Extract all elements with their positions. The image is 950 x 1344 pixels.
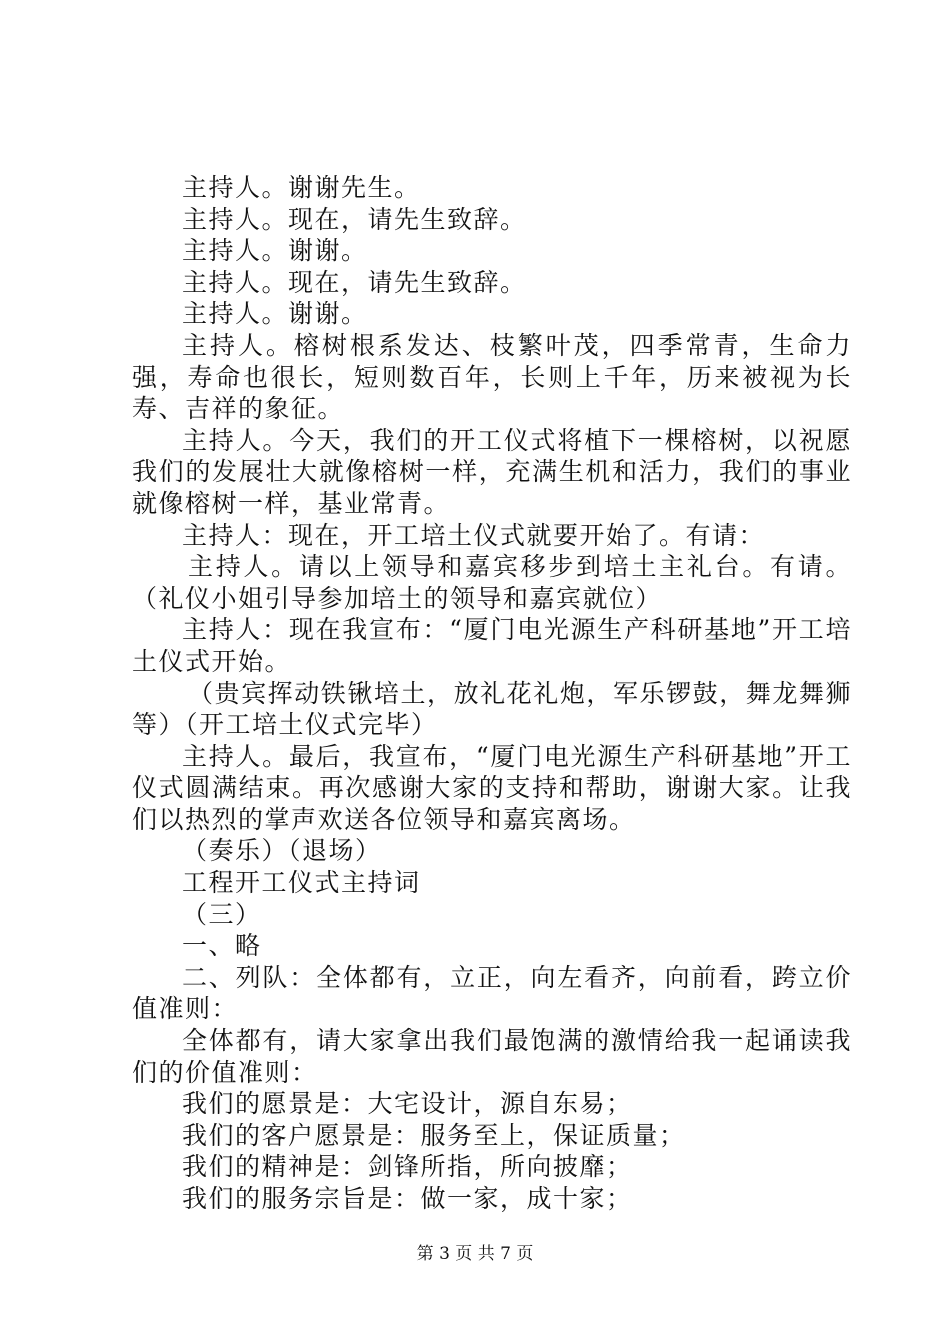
paragraph: 全体都有，请大家拿出我们最饱满的激情给我一起诵读我们的价值准则： (132, 1026, 852, 1087)
paragraph: （奏乐）（退场） (182, 836, 382, 866)
paragraph: 我们的客户愿景是：服务至上，保证质量； (182, 1120, 686, 1150)
paragraph: 主持人。谢谢。 (182, 236, 368, 266)
paragraph: （贵宾挥动铁锹培土，放礼花礼炮，军乐锣鼓，舞龙舞狮等）（开工培土仪式完毕） (132, 678, 852, 740)
section-number: （三） (182, 899, 262, 929)
document-body (132, 172, 852, 1215)
paragraph: 主持人：现在，开工培土仪式就要开始了。有请： (182, 520, 766, 550)
paragraph: 主持人。榕树根系发达、枝繁叶茂，四季常青，生命力强，寿命也很长，短则数百年，长则上千年，历来被视为长寿、吉祥的象征。 (132, 330, 852, 424)
paragraph: 主持人。现在，请先生致辞。 (182, 204, 527, 234)
paragraph: 二、列队：全体都有，立正，向左看齐，向前看，跨立价值准则： (132, 962, 852, 1024)
paragraph: 主持人：现在我宣布：“厦门电光源生产科研基地”开工培土仪式开始。 (132, 615, 852, 676)
paragraph: 主持人。谢谢。 (182, 299, 368, 329)
paragraph: 我们的愿景是：大宅设计，源自东易； (182, 1089, 633, 1119)
section-heading: 工程开工仪式主持词 (182, 868, 421, 898)
paragraph: 主持人。现在，请先生致辞。 (182, 267, 527, 297)
paragraph: 主持人。最后，我宣布，“厦门电光源生产科研基地”开工仪式圆满结束。再次感谢大家的支持和帮助，谢谢大家。让我们以热烈的掌声欢送各位领导和嘉宾离场。 (132, 741, 852, 834)
paragraph: 主持人。谢谢先生。 (182, 173, 421, 202)
paragraph: 我们的精神是：剑锋所指，所向披靡； (182, 1152, 633, 1182)
paragraph: 一、略 (182, 931, 262, 961)
paragraph: 主持人。请以上领导和嘉宾移步到培土主礼台。有请。（礼仪小姐引导参加培土的领导和嘉宾就位） (132, 552, 852, 613)
paragraph: 我们的服务宗旨是：做一家，成十家； (182, 1184, 633, 1213)
page-footer: 第 3 页 共 7 页 (416, 1244, 534, 1264)
paragraph: 主持人。今天，我们的开工仪式将植下一棵榕树，以祝愿我们的发展壮大就像榕树一样，充满生机和活力，我们的事业就像榕树一样，基业常青。 (132, 425, 852, 518)
